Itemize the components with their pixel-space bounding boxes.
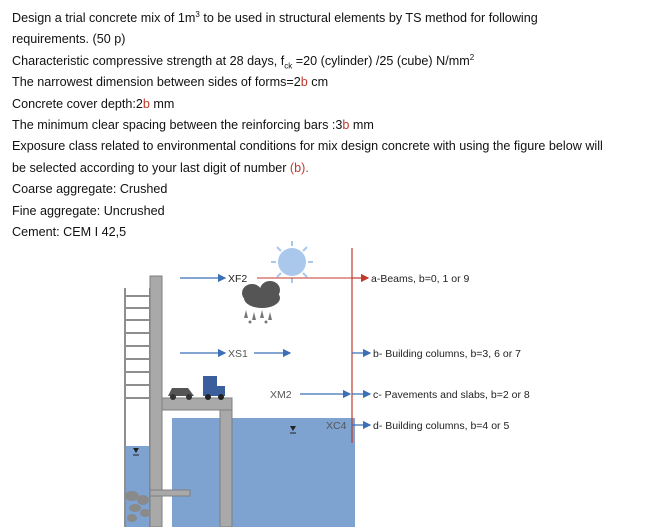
label-xs1: XS1 xyxy=(228,348,248,360)
exposure-line-1: Exposure class related to environmental conditions for mix design concrete with using the figure below will xyxy=(12,139,603,154)
option-d: d- Building columns, b=4 or 5 xyxy=(373,420,510,432)
problem-statement xyxy=(12,8,657,243)
coarse-line: Coarse aggregate: Crushed xyxy=(12,182,168,197)
water xyxy=(172,418,355,527)
intro-line-2: requirements. (50 p) xyxy=(12,32,126,47)
spacing-line: The minimum clear spacing between the reinforcing bars :3b mm xyxy=(12,118,374,133)
cement-line: Cement: CEM I 42,5 xyxy=(12,225,127,240)
strength-line: Characteristic compressive strength at 28 days, $f_{ck} =20$ (cylinder) /25 (cube) $N/mm^2$ xyxy=(12,52,475,71)
intro-line-1: Design a trial concrete mix of $1m^3$ to be used in structural elements by TS method for following xyxy=(12,9,538,25)
rain-cloud-icon xyxy=(242,281,280,324)
fine-line: Fine aggregate: Uncrushed xyxy=(12,203,165,218)
truck-icon xyxy=(203,376,225,400)
label-xf2: XF2 xyxy=(228,273,248,285)
cover-line: Concrete cover depth:2b mm xyxy=(12,96,175,111)
label-xc4: XC4 xyxy=(326,420,347,432)
label-xm2: XM2 xyxy=(270,389,292,401)
option-b: b- Building columns, b=3, 6 or 7 xyxy=(373,348,521,360)
narrowest-line: The narrowest dimension between sides of forms=2b cm xyxy=(12,75,329,90)
sun-icon xyxy=(271,241,313,283)
exposure-line-2: be selected according to your last digit of number (b). xyxy=(12,160,309,175)
option-a: a-Beams, b=0, 1 or 9 xyxy=(371,273,470,285)
option-c: c- Pavements and slabs, b=2 or 8 xyxy=(373,389,530,401)
exposure-class-figure xyxy=(0,238,665,527)
